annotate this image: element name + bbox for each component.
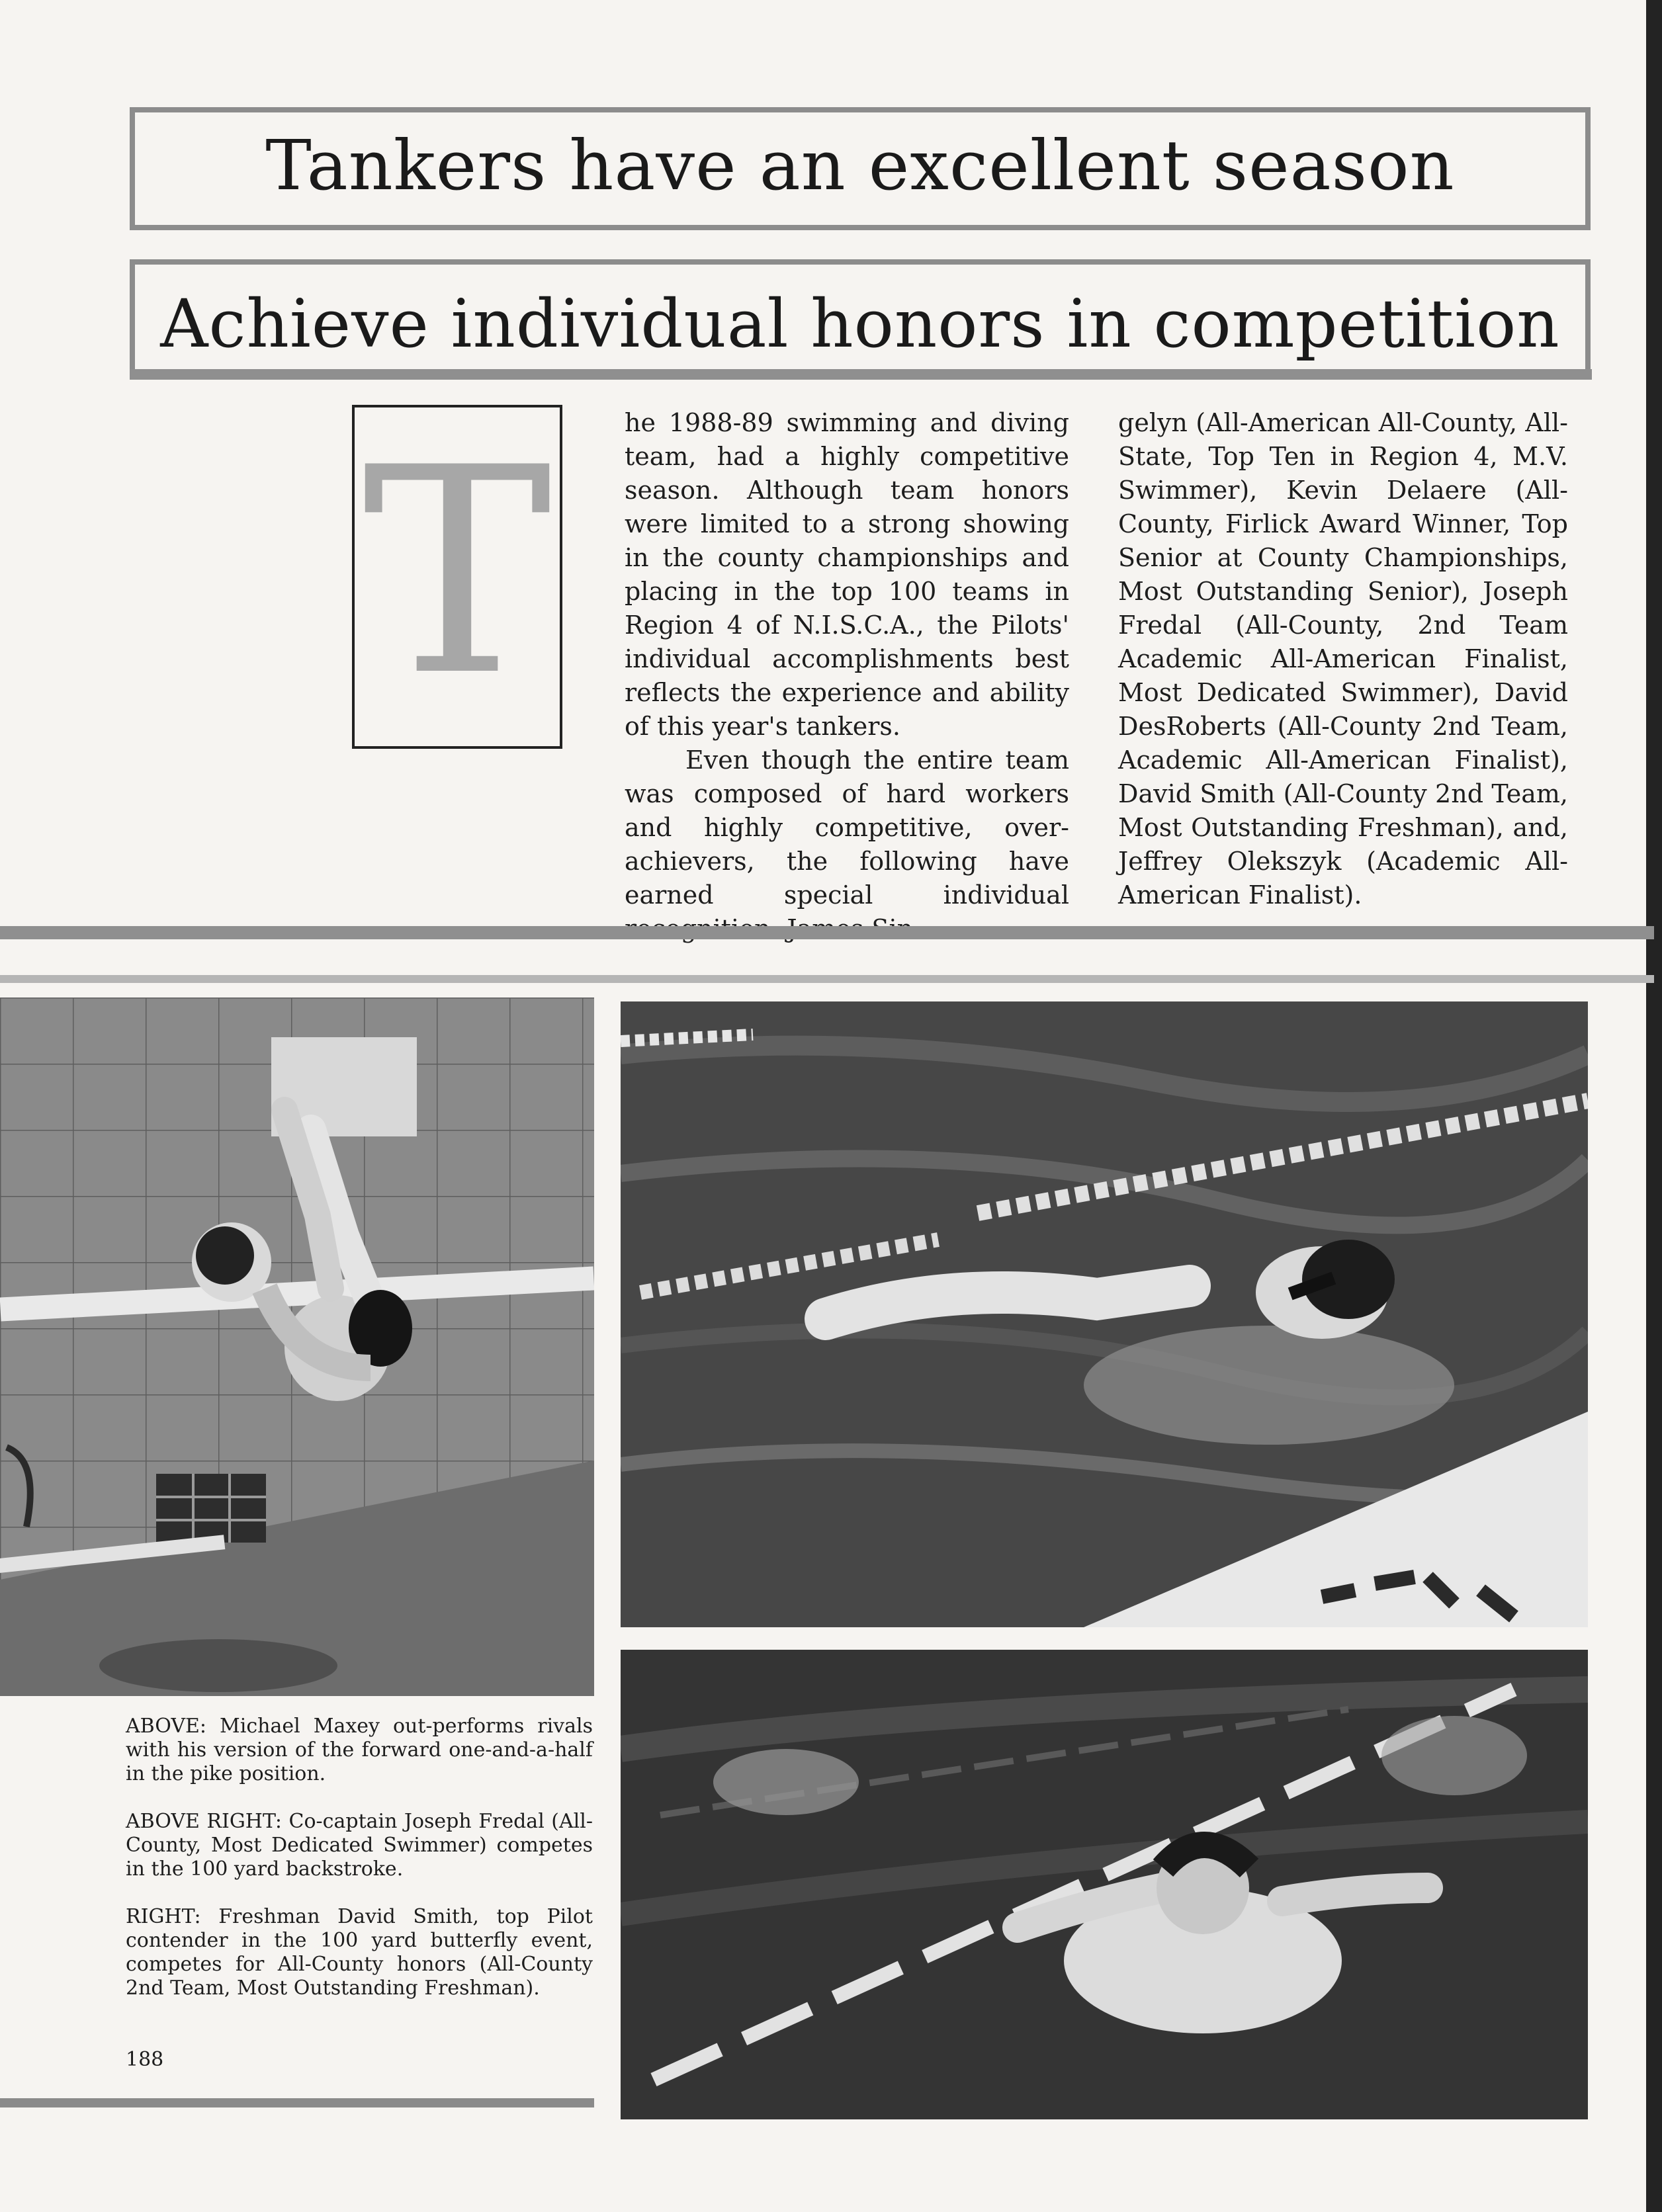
backstroke-photo <box>621 1001 1588 1627</box>
article-paragraph-2: Even though the entire team was composed of hard workers and highly competitive, over-achievers, the following have earned special individual <box>625 745 1069 910</box>
headline-box <box>130 107 1591 230</box>
subheadline-box <box>130 259 1591 377</box>
article-paragraph-3: gelyn (All-American All-County, All-State, Top Ten in Region 4, M.V. Swimmer), Kevin Delaere (All-County, Firlick Award Winner, Top Senior at County Championships, Most Outstanding Senior), Joseph Fredal (All-County, 2nd Team Academic All-American Finalist, Most Dedicated Swimmer), David DesRoberts (All-County 2nd Team, Academic All-American Finalist), David Smith (All-County 2nd Team, Most Outstanding Freshman), and, Jeffrey Olekszyk (Academic All-American Finalist). <box>1118 408 1568 910</box>
drop-cap-letter: T <box>362 407 552 738</box>
section-divider-top <box>0 926 1654 939</box>
subtitle-underline <box>130 369 1592 380</box>
diver-photo <box>0 998 594 1696</box>
bottom-rule <box>0 2098 594 2107</box>
article-column-1 <box>625 406 1069 946</box>
page-number: 188 <box>126 2048 164 2071</box>
photo-captions <box>126 1715 593 2024</box>
caption-above: ABOVE: Michael Maxey out-performs rivals with his version of the forward one-and-a-half in the pike position. <box>126 1715 593 1785</box>
caption-right: RIGHT: Freshman David Smith, top Pilot contender in the 100 yard butterfly event, competes for All-County honors (All-County 2nd Team, Most Outstanding Freshman). <box>126 1905 593 2000</box>
article-column-2 <box>1118 406 1568 912</box>
page-title: Tankers have an excellent season <box>265 125 1455 206</box>
page-subtitle: Achieve individual honors in competition <box>160 285 1560 362</box>
page-edge-shadow <box>1646 0 1662 2212</box>
section-divider-bottom <box>0 975 1654 983</box>
article-paragraph-1: he 1988-89 swimming and diving team, had a highly competitive season. Although team honors were limited to a strong showing in the county championships and placing in the top 100 teams in Region 4 of N.I.S.C.A., the Pilots' individual accomplishments best reflects the experience and ability of this year's tankers. <box>625 408 1069 741</box>
drop-cap-box <box>352 405 562 749</box>
butterfly-photo <box>621 1650 1588 2119</box>
caption-above-right: ABOVE RIGHT: Co-captain Joseph Fredal (All-County, Most Dedicated Swimmer) competes in the 100 yard backstroke. <box>126 1810 593 1881</box>
